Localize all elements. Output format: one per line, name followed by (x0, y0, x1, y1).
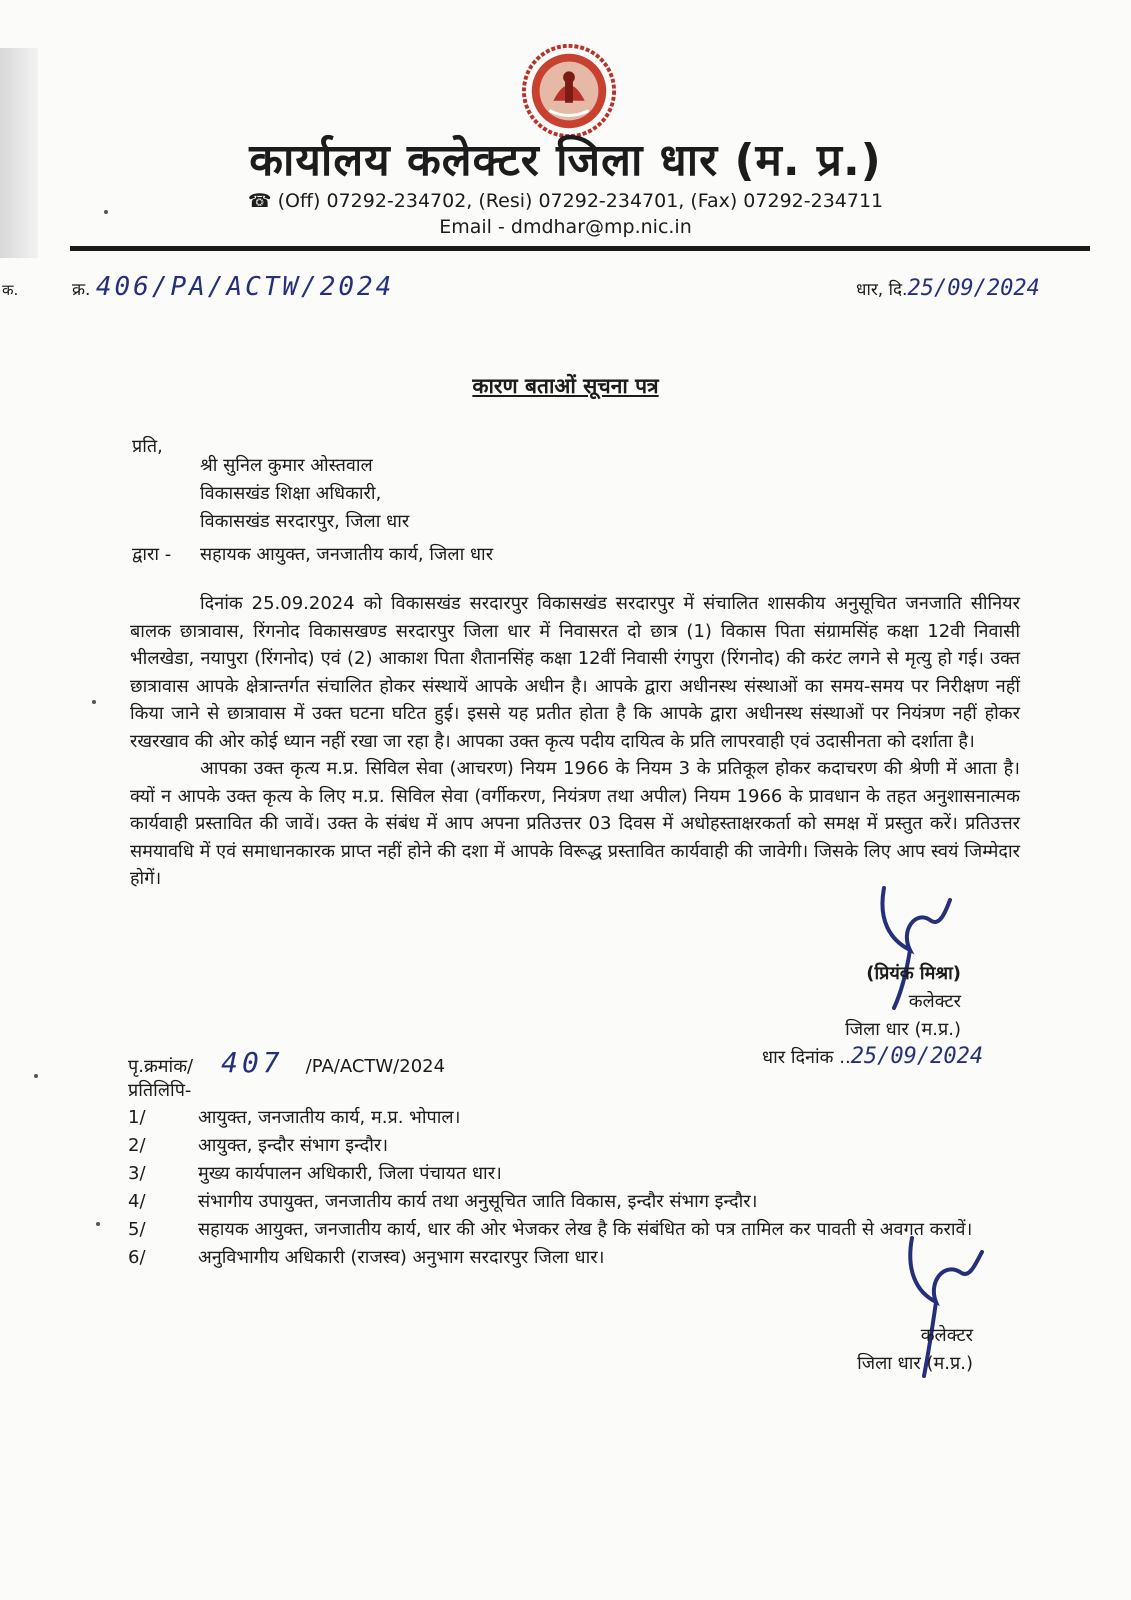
list-item: 5/ सहायक आयुक्त, जनजातीय कार्य, धार की ओर भेजकर लेख है कि संबंधित को पत्र तामिल कर पावती से अवगत करावें। (128, 1219, 973, 1240)
signatory-place: जिला धार (म.प्र.) (857, 1353, 973, 1374)
scan-speck (34, 1074, 38, 1078)
reference-prefix: क्र. (72, 280, 91, 300)
list-item: 3/ मुख्य कार्यपालन अधिकारी, जिला पंचायत धार। (128, 1163, 502, 1184)
recipient-line: श्री सुनिल कुमार ओस्तवाल (200, 455, 373, 476)
signature-block-1 (845, 960, 961, 1044)
copy-date (762, 1044, 983, 1069)
via-label: द्वारा - (132, 544, 172, 565)
copy-date-handwritten: 25/09/2024 (850, 1044, 984, 1069)
copy-ref-handwritten: 407 (221, 1046, 284, 1079)
recipient-line: विकासखंड शिक्षा अधिकारी, (200, 483, 382, 504)
recipient-line: विकासखंड सरदारपुर, जिला धार (200, 511, 410, 532)
dateline (856, 276, 1040, 301)
letter-subject: कारण बताओं सूचना पत्र (472, 374, 659, 398)
body-paragraph-2: आपका उक्त कृत्य म.प्र. सिविल सेवा (आचरण) नियम 1966 के नियम 3 के प्रतिकूल होकर कदाचरण की श्रेणी में आता है। क्यों न आपके उक्त कृत्य के लिए म.प्र. सिविल सेवा (वर्गीकरण, नियंत्रण तथा अपील) नियम 1966 के प्रावधान के तहत अनुशासनात्मक कार्यवाही प्रस्तावित की जावें। उक्त के संबंध में आप अपना प्रतिउत्तर 03 दिवस में अधोहस्ताक्षरकर्ता को समक्ष में प्रस्तुत करें। प्रतिउत्तर समयावधि में एवं समाधानकारक प्राप्त नहीं होने की दशा में आपके विरूद्ध प्रस्तावित कार्यवाही की जावेगी। जिसके लिए आप स्वयं जिम्मेदार होगें। (130, 758, 1020, 889)
signature-block-2 (857, 1322, 973, 1378)
contact-numbers: ☎ (Off) 07292-234702, (Resi) 07292-234701, (Fax) 07292-234711 (247, 190, 884, 212)
list-item: 1/ आयुक्त, जनजातीय कार्य, म.प्र. भोपाल। (128, 1107, 461, 1128)
recipient-address (200, 452, 409, 536)
list-item: 4/ संभागीय उपायुक्त, जनजातीय कार्य तथा अनुसूचित जाति विकास, इन्दौर संभाग इन्दौर। (128, 1191, 758, 1212)
cc-heading: प्रतिलिपि- (128, 1080, 192, 1101)
reference-number (72, 272, 394, 302)
office-title: कार्यालय कलेक्टर जिला धार (म. प्र.) (249, 135, 882, 186)
header-divider (70, 246, 1090, 251)
signatory-designation: कलेक्टर (908, 991, 961, 1012)
signatory-place: जिला धार (म.प्र.) (845, 1019, 961, 1040)
list-item: 2/ आयुक्त, इन्दौर संभाग इन्दौर। (128, 1135, 389, 1156)
state-emblem-seal-icon (520, 42, 618, 140)
dateline-prefix: धार, दि. (856, 280, 908, 300)
reference-handwritten: 406/PA/ACTW/2024 (95, 272, 395, 302)
copy-ref-suffix: /PA/ACTW/2024 (305, 1056, 446, 1077)
office-email: Email - dmdhar@mp.nic.in (439, 216, 692, 238)
body-paragraph-1: दिनांक 25.09.2024 को विकासखंड सरदारपुर विकासखंड सरदारपुर में संचालित शासकीय अनुसूचित जनजाति सीनियर बालक छात्रावास, रिंगनोद विकासखण्ड सरदारपुर जिला धार में निवासरत दो छात्र (1) विकास पिता संग्रामसिंह कक्षा 12वी निवासी भीलखेडा, नयापुरा (रिंगनोद) एवं (2) आकाश पिता शैतानसिंह कक्षा 12वीं निवासी रंगपुरा (रिंगनोद) की करंट लगने से मृत्यु हो गई। उक्त छात्रावास आपके क्षेत्रान्तर्गत संचालित होकर संस्थायें आपके अधीन है। आपके द्वारा अधीनस्थ संस्थाओं का समय-समय पर निरीक्षण नहीं किया जाने से छात्रावास में उक्त घटना घटित हुई। इससे यह प्रतीत होता है कि आपके द्वारा अधीनस्थ संस्थाओं पर नियंत्रण नहीं होकर रखरखाव की ओर कोई ध्यान नहीं रखा जा रहा है। आपका उक्त कृत्य पदीय दायित्व के प्रति लापरवाही एवं उदासीनता को दर्शाता है। (130, 593, 1020, 752)
scan-speck (104, 210, 108, 214)
list-item: 6/ अनुविभागीय अधिकारी (राजस्व) अनुभाग सरदारपुर जिला धार। (128, 1247, 605, 1268)
signatory-name: (प्रियंक मिश्रा) (866, 963, 961, 984)
letter-body (130, 590, 1020, 893)
edge-text: क. (2, 281, 19, 299)
copy-date-prefix: धार दिनांक .. (762, 1047, 851, 1068)
copy-reference (128, 1046, 445, 1079)
dateline-handwritten: 25/09/2024 (907, 276, 1040, 301)
signatory-designation: कलेक्टर (920, 1325, 973, 1346)
scan-speck (96, 1222, 100, 1226)
via-text: सहायक आयुक्त, जनजातीय कार्य, जिला धार (200, 544, 494, 565)
to-label: प्रति, (132, 436, 163, 457)
copy-ref-prefix: पृ.क्रमांक/ (128, 1056, 194, 1077)
scan-speck (92, 700, 96, 704)
